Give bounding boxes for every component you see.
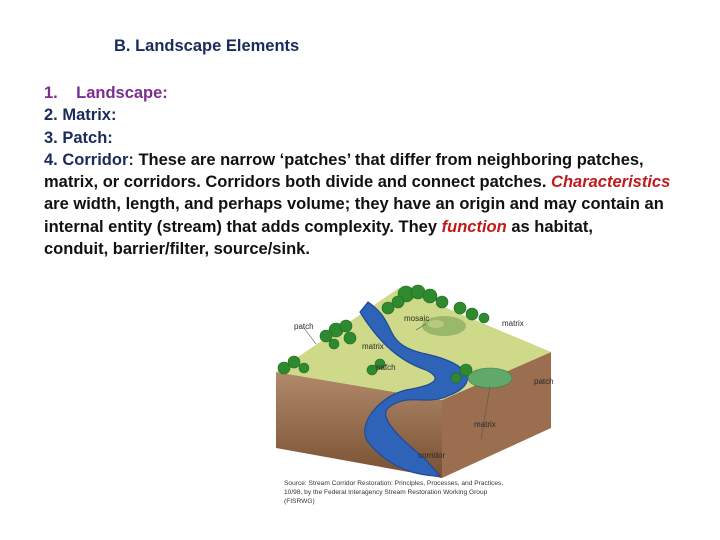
corridor-text: These are narrow ‘patches’ that differ from neighboring patches,	[138, 150, 644, 169]
list-item-corridor	[44, 149, 712, 171]
corridor-text-line	[44, 238, 712, 260]
corridor-text-line	[44, 216, 712, 238]
label-patch-center: patch	[376, 363, 396, 372]
corridor-text: conduit, barrier/filter, source/sink.	[44, 240, 310, 259]
term-matrix: Matrix:	[62, 106, 117, 125]
list-number: 1.	[44, 84, 58, 102]
term-patch: Patch:	[62, 128, 113, 147]
corridor-text: are width, length, and perhaps volume; they have an origin and may contain an	[44, 195, 664, 214]
list-item-matrix	[44, 104, 712, 126]
label-patch-top: patch	[294, 322, 314, 331]
label-matrix-right: matrix	[502, 319, 524, 328]
list-item-landscape	[44, 82, 712, 104]
corridor-text: internal entity (stream) that adds complexity. They	[44, 217, 438, 236]
label-corridor: corridor	[418, 451, 446, 460]
list-number: 3.	[44, 128, 58, 147]
label-matrix-bottom: matrix	[474, 420, 496, 429]
corridor-text: matrix, or corridors. Corridors both divide and connect patches.	[44, 173, 547, 192]
corridor-text: as habitat,	[511, 217, 593, 236]
term-landscape: Landscape:	[76, 84, 168, 102]
list-number: 2.	[44, 106, 58, 125]
checkered-patch	[468, 368, 512, 388]
highlight-characteristics: Characteristics	[551, 173, 671, 192]
term-corridor: Corridor:	[62, 150, 134, 169]
label-mosaic: mosaic	[404, 314, 430, 323]
corridor-text-line	[44, 171, 712, 193]
landscape-diagram	[276, 272, 562, 512]
slide-title: B. Landscape Elements	[114, 37, 300, 55]
element-list	[44, 82, 712, 260]
list-item-patch	[44, 127, 712, 149]
source-line-1: Source: Stream Corridor Restoration: Principles, Processes, and Practices,	[284, 480, 504, 487]
source-line-2: 10/98, by the Federal Interagency Stream Restoration Working Group	[284, 489, 488, 496]
label-patch-right: patch	[534, 377, 554, 386]
highlight-function: function	[441, 217, 507, 236]
label-matrix-left: matrix	[362, 342, 384, 351]
source-line-3: (FISRWG)	[284, 498, 315, 505]
corridor-text-line	[44, 193, 712, 215]
list-number: 4.	[44, 150, 58, 169]
landscape-block-illustration	[276, 272, 562, 512]
